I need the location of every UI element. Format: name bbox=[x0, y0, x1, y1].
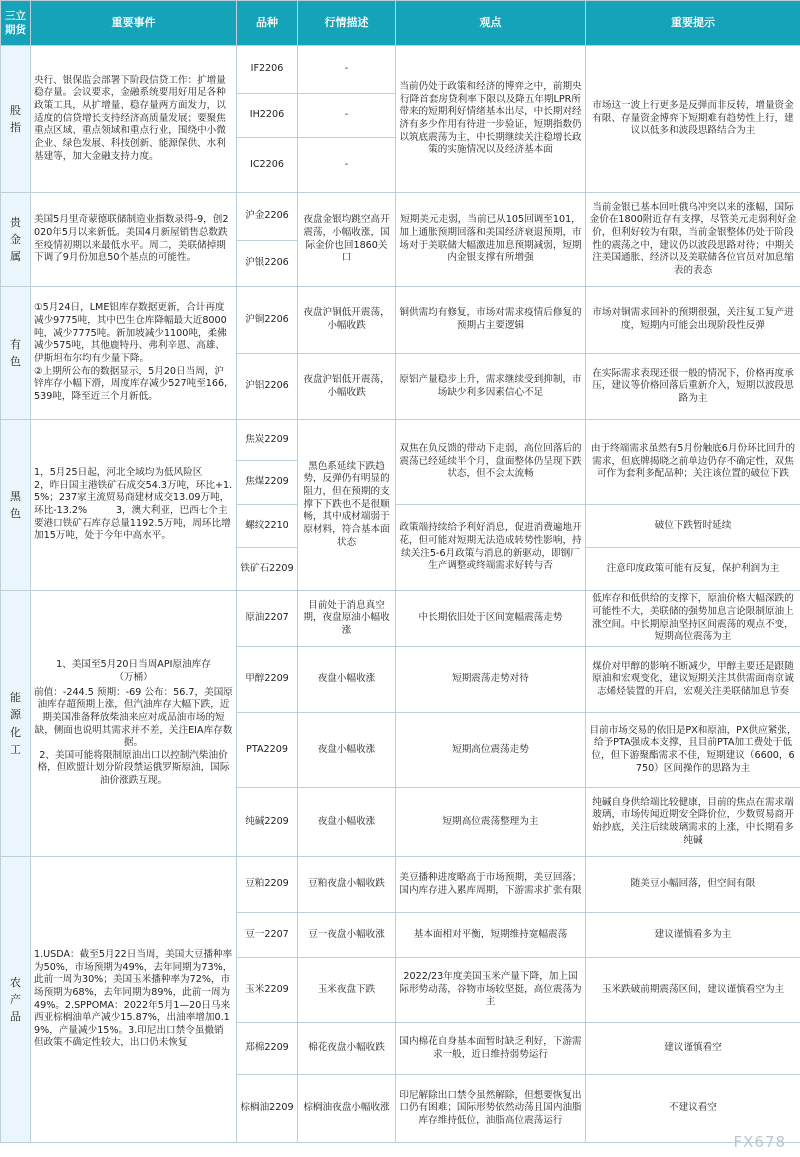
event-energy-title: 1、美国至5月20日当周API原油库存（万桶） bbox=[56, 659, 211, 683]
tip-pta: 目前市场交易的依旧是PX和原油，PX供应紧张，给予PTA强成本支撑，且目前PTA加工费处于低位，但下游聚酯需求不佳，短期建议（6600，6750）区间操作的思路为主 bbox=[586, 713, 800, 788]
variety-cu: 沪铜2206 bbox=[237, 287, 298, 354]
variety-meal: 豆粕2209 bbox=[237, 857, 298, 913]
desc-palm: 棕榈油夜盘小幅收涨 bbox=[298, 1075, 396, 1143]
desc-methanol: 夜盘小幅收涨 bbox=[298, 647, 396, 713]
view-corn: 2022/23年度美国玉米产量下降，加上国际形势动荡，谷物市场较坚挺，高位震荡为主 bbox=[396, 958, 586, 1023]
table-row bbox=[1, 193, 800, 241]
col-header-tip: 重要提示 bbox=[586, 1, 800, 46]
header-row bbox=[1, 1, 800, 46]
tip-al: 在实际需求表现还很一般的情况下，价格再度承压，建议等价格回落后重新介入，短期以波段思路为主 bbox=[586, 354, 800, 420]
desc-ih: - bbox=[298, 94, 396, 138]
variety-au: 沪金2206 bbox=[237, 193, 298, 241]
col-header-view: 观点 bbox=[396, 1, 586, 46]
desc-cotton: 棉花夜盘小幅收跌 bbox=[298, 1023, 396, 1075]
category-agri: 农 产 品 bbox=[1, 857, 31, 1143]
variety-coal: 焦煤2209 bbox=[237, 461, 298, 505]
variety-methanol: 甲醇2209 bbox=[237, 647, 298, 713]
category-stock: 股 指 bbox=[1, 46, 31, 193]
tip-palm: 不建议看空 bbox=[586, 1075, 800, 1143]
tip-precious: 当前金银已基本回吐俄乌冲突以来的涨幅，国际金价在1800附近存有支撑，尽管美元走弱利好金价，但利好较为有限，当前金银整体仍处于阶段性的震荡之中，建议仍以波段思路对待；中期关注美国通胀、经济以及美联储各位官员对加息缩表的表态 bbox=[586, 193, 800, 287]
variety-iron: 铁矿石2209 bbox=[237, 548, 298, 591]
tip-meal: 随美豆小幅回落，但空间有限 bbox=[586, 857, 800, 913]
tip-cotton: 建议谨慎看空 bbox=[586, 1023, 800, 1075]
brand-header: 三立 期货 bbox=[1, 1, 31, 46]
table-row bbox=[1, 46, 800, 94]
desc-corn: 玉米夜盘下跌 bbox=[298, 958, 396, 1023]
view-coke: 双焦在负反馈的带动下走弱，高位回落后的震荡已经延续半个月，盘面整体仍呈现下跌状态，但不会太流畅 bbox=[396, 420, 586, 505]
desc-meal: 豆粕夜盘小幅收跌 bbox=[298, 857, 396, 913]
desc-precious: 夜盘金银均跳空高开震荡，小幅收涨，国际金价也回1860关口 bbox=[298, 193, 396, 287]
event-energy bbox=[31, 591, 237, 857]
category-ferrous: 黑 色 bbox=[1, 420, 31, 591]
tip-corn: 玉米跌破前期震荡区间，建议谨慎看空为主 bbox=[586, 958, 800, 1023]
variety-soy: 豆一2207 bbox=[237, 913, 298, 958]
col-header-variety: 品种 bbox=[237, 1, 298, 46]
desc-al: 夜盘沪铝低开震荡，小幅收跌 bbox=[298, 354, 396, 420]
variety-rebar: 螺纹2210 bbox=[237, 505, 298, 548]
tip-crude: 低库存和低供给的支撑下，原油价格大幅深跌的可能性不大，美联储的强势加息言论限制原油上涨空间。中长期原油坚持区间震荡的观点不变，短期高位震荡为主 bbox=[586, 591, 800, 647]
table-row bbox=[1, 287, 800, 354]
variety-al: 沪铝2206 bbox=[237, 354, 298, 420]
tip-soy: 建议谨慎看多为主 bbox=[586, 913, 800, 958]
tip-rebar: 破位下跌暂时延续 bbox=[586, 505, 800, 548]
view-steel: 政策端持续给予利好消息，促进消费遍地开花，但可能对短期无法造成转势性影响，持续关注5-6月政策与消息的新驱动，即钢厂生产调整或终端需求好转与否 bbox=[396, 505, 586, 591]
variety-if: IF2206 bbox=[237, 46, 298, 94]
view-stock: 当前仍处于政策和经济的博弈之中，前期央行降首套房贷利率下限以及降五年期LPR所带来的短期利好情绪基本出尽，中长期对经济有多少作用有待进一步验证，短期指数仍以筑底震荡为主，中长期继续关注稳增长政策的实施情况以及经济基本面 bbox=[396, 46, 586, 193]
event-nonferrous: ①5月24日，LME铝库存数据更新，合计再度减少9775吨，其中巴生仓库降幅最大近8000吨，减少7775吨。新加坡减少1100吨，柔佛减少575吨，其他鹿特丹、弗利辛恩、高雄、伊斯坦布尔均有少量下降。 ②上期所公布的数据显示，5月20日当周，沪锌库存小幅下滑，周度库存减少527吨至166,539吨，降至近三个月新低。 bbox=[31, 287, 237, 420]
variety-ih: IH2206 bbox=[237, 94, 298, 138]
col-header-desc: 行情描述 bbox=[298, 1, 396, 46]
variety-coke: 焦炭2209 bbox=[237, 420, 298, 461]
variety-ic: IC2206 bbox=[237, 138, 298, 193]
variety-crude: 原油2207 bbox=[237, 591, 298, 647]
variety-corn: 玉米2209 bbox=[237, 958, 298, 1023]
category-energy: 能 源 化 工 bbox=[1, 591, 31, 857]
variety-cotton: 郑棉2209 bbox=[237, 1023, 298, 1075]
event-stock: 央行、银保监会部署下阶段信贷工作：扩增量稳存量。会议要求，金融系统要用好用足各种政策工具，从扩增量、稳存量两方面发力，以适度的信贷增长支持经济高质量发展；要聚焦重点区域、重点领域和重点行业，围绕中小微企业、绿色发展、科技创新、能源保供、水利基建等，加大金融支持力度。 bbox=[31, 46, 237, 193]
tip-soda: 纯碱自身供给端比较健康，目前的焦点在需求端玻璃，市场传闻近期安全降价位，少数贸易商开始抄底，关注后续玻璃需求的上涨，中长期看多纯碱 bbox=[586, 788, 800, 857]
variety-pta: PTA2209 bbox=[237, 713, 298, 788]
view-crude: 中长期依旧处于区间宽幅震荡走势 bbox=[396, 591, 586, 647]
event-agri: 1.USDA：截至5月22日当周，美国大豆播种率为50%，市场预期为49%，去年同期为73%，此前一周为30%；美国玉米播种率为72%，市场预期为68%，去年同期为89%，此前一周为49%。2.SPPOMA：2022年5月1—20日马来西亚棕榈油单产减少15.87%，出油率增加0.19%，产量减少15%。3.印尼出口禁令虽撤销但政策不确定性较大，出口仍未恢复 bbox=[31, 857, 237, 1143]
desc-ferrous: 黑色系延续下跌趋势，反弹仍有明显的阻力，但在预期的支撑下下跌也不是很顺畅，其中成材端弱于原材料，符合基本面状态 bbox=[298, 420, 396, 591]
tip-coke: 由于终端需求虽然有5月份触底6月份环比回升的需求，但底牌揭晓之前单边仍存不确定性，双焦可作为套利多配品种；关注该位置的破位下跌 bbox=[586, 420, 800, 505]
view-cu: 铜供需均有修复，市场对需求疫情后修复的预期占主要逻辑 bbox=[396, 287, 586, 354]
tip-stock: 市场这一波上行更多是反弹而非反转，增量资金有限、存量资金博弈下短期难有趋势性上行，建议以低多和波段思路结合为主 bbox=[586, 46, 800, 193]
tip-methanol: 煤价对甲醇的影响不断减少，甲醇主要还是跟随原油和宏观变化，建议短期关注其供需面南京诚志烯烃装置的开启，宏观关注美联储加息节奏 bbox=[586, 647, 800, 713]
event-energy-body: 前值：-244.5 预期：-69 公布：56.7，美国原油库存超预期上涨，但汽油库存大幅下跌，近期美国准备释放柴油来应对成品油市场的短缺，侧面也说明其需求并不差，关注EIA库存数据。 2、美国可能将限制原油出口以控制汽柴油价格，但欧盟计划分阶段禁运俄罗斯原油，国际油价涨跌互现。 bbox=[34, 686, 233, 787]
event-ferrous: 1，5月25日起，河北全域均为低风险区 2，昨日国主港铁矿石成交54.3万吨，环比+1.5%；237家主流贸易商建材成交13.09万吨，环比-13.2% 3，澳大利亚，巴西七个主要港口铁矿石库存总量1192.5万吨，周环比增加15万吨，处于今年中高水平。 bbox=[31, 420, 237, 591]
view-methanol: 短期震荡走势对待 bbox=[396, 647, 586, 713]
table-row bbox=[1, 420, 800, 461]
category-nonferrous: 有 色 bbox=[1, 287, 31, 420]
view-precious: 短期美元走弱，当前已从105回调至101，加上通胀预期回落和美国经济衰退预期，市场对于美联储大幅激进加息预期减弱，短期内金银支撑有所增强 bbox=[396, 193, 586, 287]
variety-soda: 纯碱2209 bbox=[237, 788, 298, 857]
desc-ic: - bbox=[298, 138, 396, 193]
desc-soy: 豆一夜盘小幅收涨 bbox=[298, 913, 396, 958]
table-row bbox=[1, 591, 800, 647]
view-soy: 基本面相对平衡，短期维持宽幅震荡 bbox=[396, 913, 586, 958]
table-row bbox=[1, 857, 800, 913]
view-cotton: 国内棉花自身基本面暂时缺乏利好，下游需求一般，近日维持弱势运行 bbox=[396, 1023, 586, 1075]
view-pta: 短期高位震荡走势 bbox=[396, 713, 586, 788]
view-soda: 短期高位震荡整理为主 bbox=[396, 788, 586, 857]
category-precious: 贵 金 属 bbox=[1, 193, 31, 287]
desc-soda: 夜盘小幅收涨 bbox=[298, 788, 396, 857]
desc-crude: 目前处于消息真空期，夜盘原油小幅收涨 bbox=[298, 591, 396, 647]
event-precious: 美国5月里奇蒙德联储制造业指数录得-9，创2020年5月以来新低。美国4月新屋销售总数跌至疫情初期以来最低水平。周二，美联储掉期下调了9月份加息50个基点的可能性。 bbox=[31, 193, 237, 287]
tip-cu: 市场对铜需求回补的预期很强，关注复工复产进度，短期内可能会出现阶段性反弹 bbox=[586, 287, 800, 354]
desc-if: - bbox=[298, 46, 396, 94]
desc-pta: 夜盘小幅收涨 bbox=[298, 713, 396, 788]
variety-ag: 沪银2206 bbox=[237, 241, 298, 287]
tip-iron: 注意印度政策可能有反复，保护利润为主 bbox=[586, 548, 800, 591]
view-al: 原铝产量稳步上升，需求继续受到抑制，市场缺少利多因素信心不足 bbox=[396, 354, 586, 420]
watermark: FX678 bbox=[733, 1133, 786, 1151]
col-header-event: 重要事件 bbox=[31, 1, 237, 46]
view-palm: 印尼解除出口禁令虽然解除，但想要恢复出口仍有困难；国际形势依然动荡且国内油脂库存维持低位，油脂高位震荡运行 bbox=[396, 1075, 586, 1143]
variety-palm: 棕榈油2209 bbox=[237, 1075, 298, 1143]
desc-cu: 夜盘沪铜低开震荡，小幅收跌 bbox=[298, 287, 396, 354]
view-meal: 美豆播种进度略高于市场预期，美豆回落；国内库存进入累库周期，下游需求扩张有限 bbox=[396, 857, 586, 913]
